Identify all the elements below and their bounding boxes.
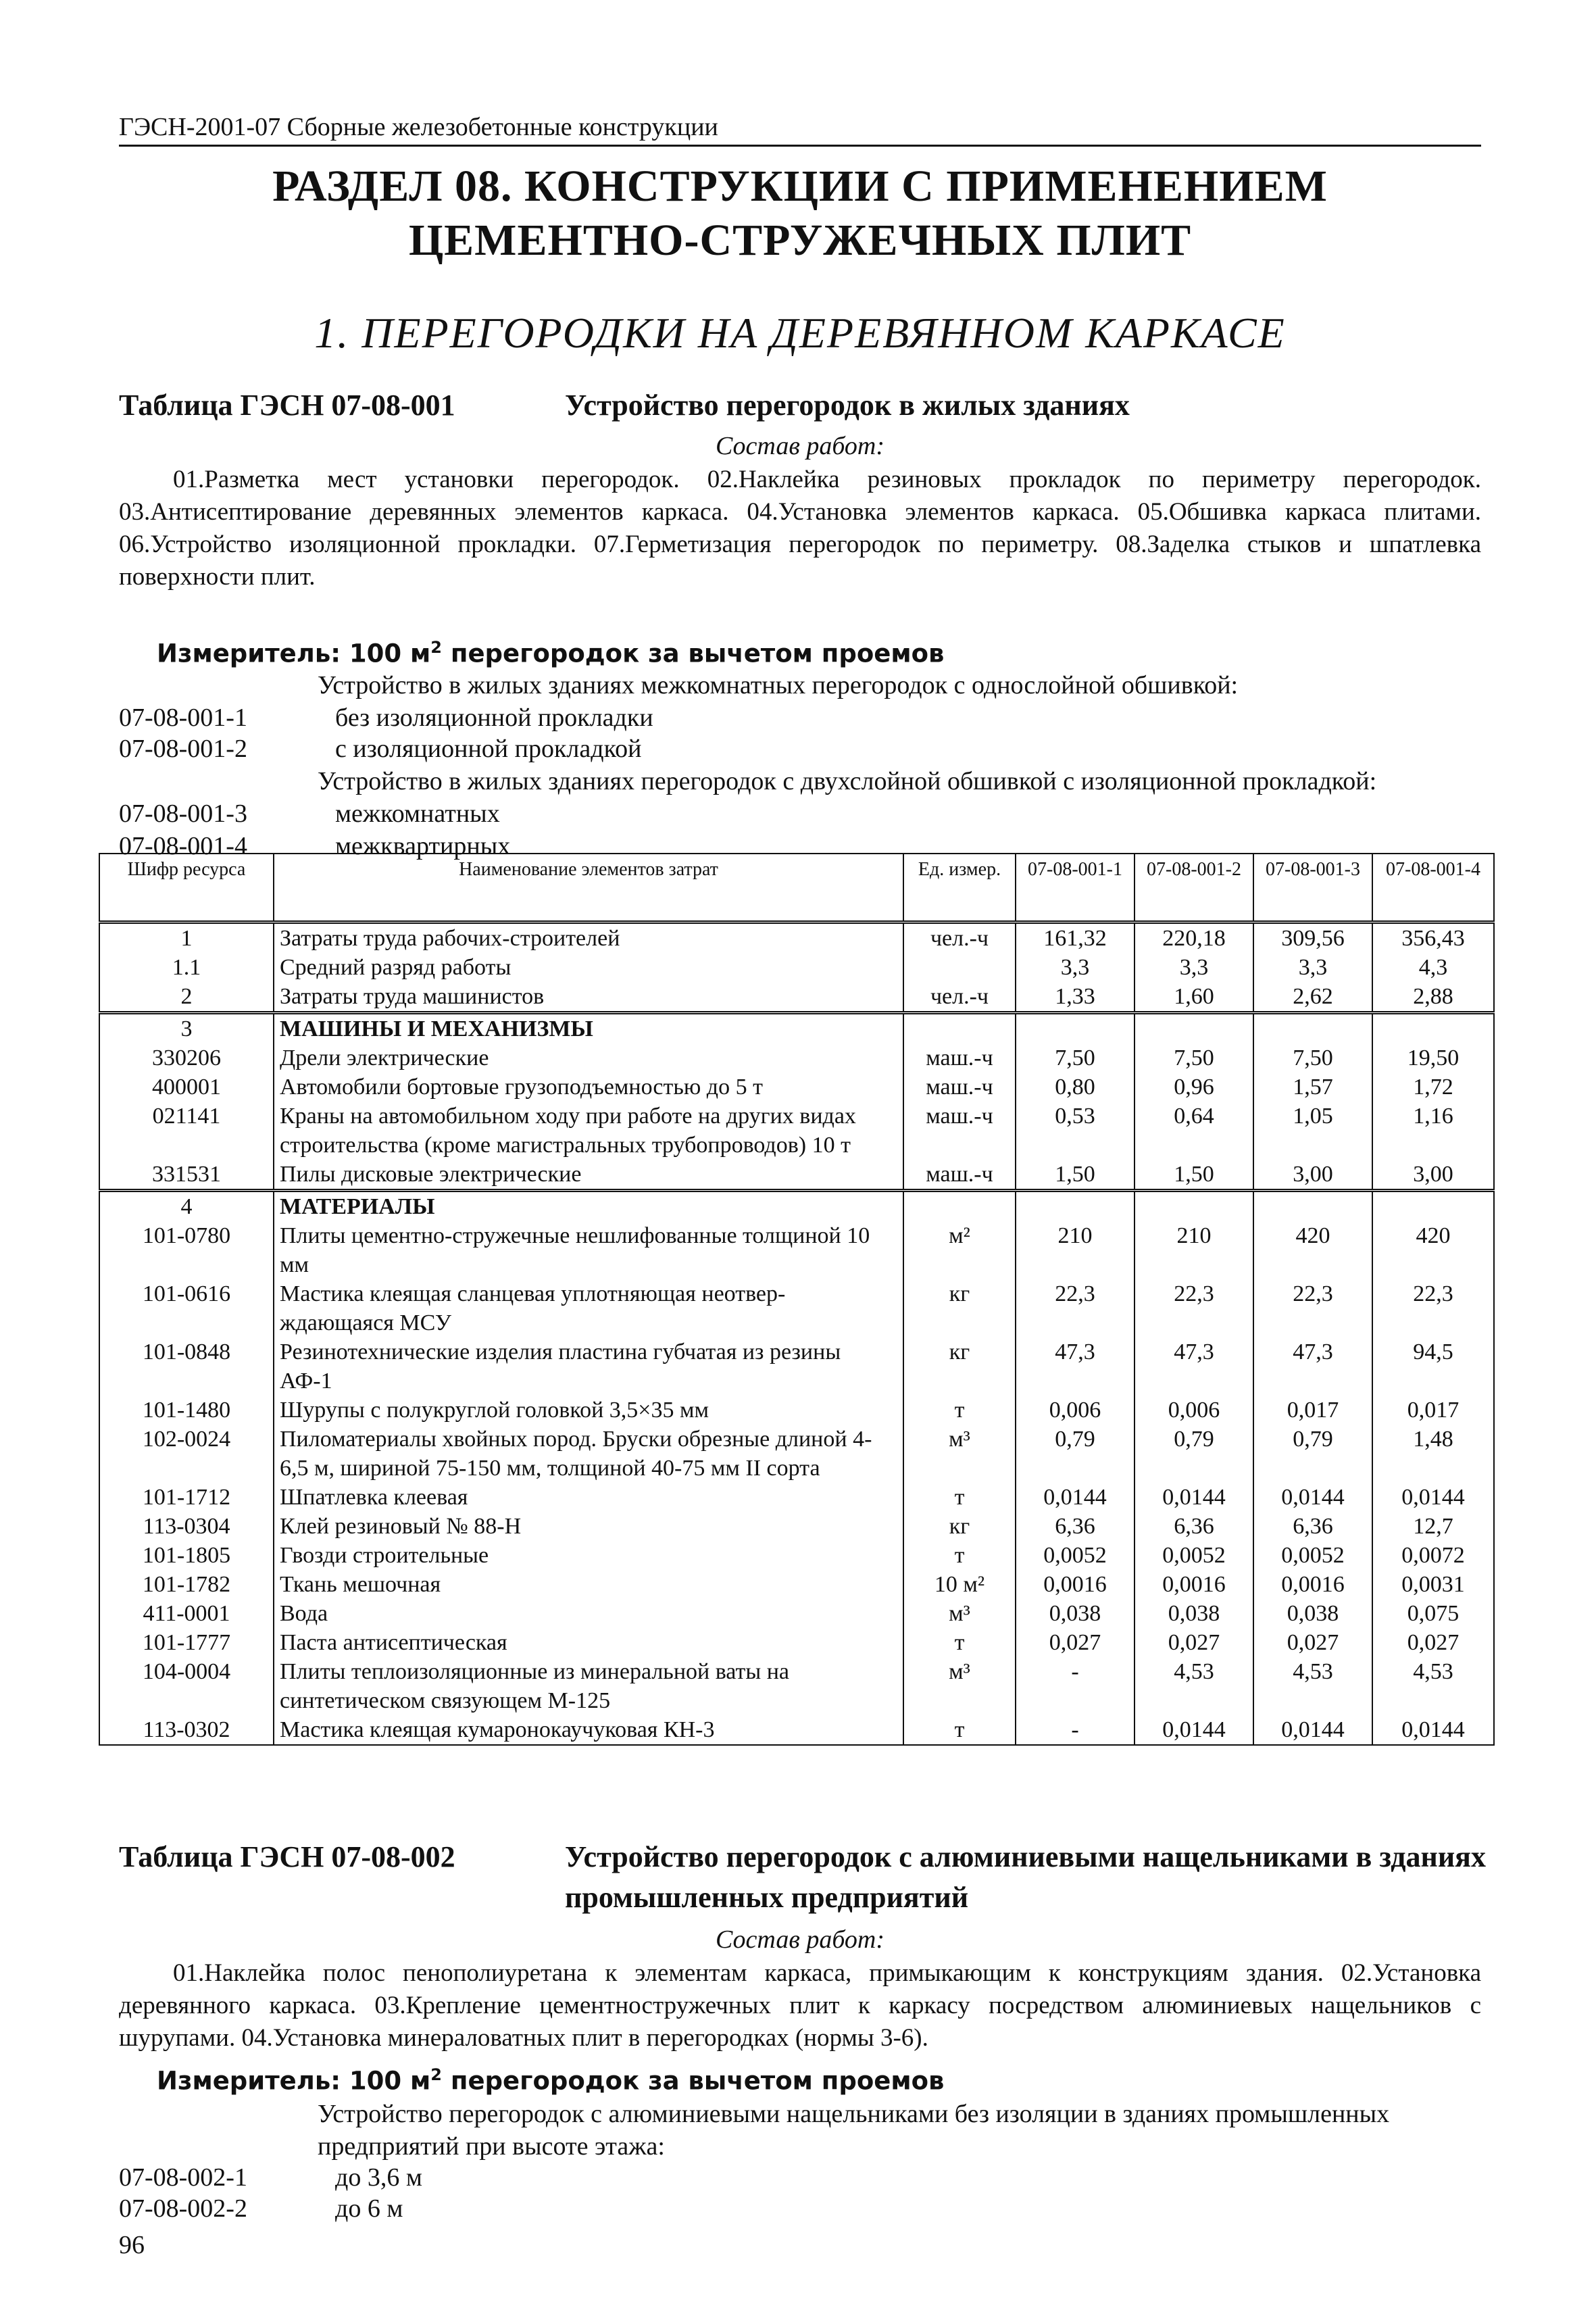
resource-code-cell: 101-0780: [99, 1221, 274, 1279]
table1-intro-1: Устройство в жилых зданиях межкомнатных перегородок с однослойной обшивкой:: [318, 671, 1239, 699]
norm-text: до 6 м: [335, 2194, 403, 2223]
unit-cell: чел.-ч: [903, 982, 1016, 1013]
value-cell: 22,3: [1134, 1279, 1253, 1337]
subsection-title: 1. ПЕРЕГОРОДКИ НА ДЕРЕВЯННОМ КАРКАСЕ: [314, 309, 1286, 357]
column-header: 07-08-001-3: [1253, 854, 1372, 922]
table2-composition-label: Состав работ:: [715, 1925, 885, 1954]
table1-name: Устройство перегородок в жилых зданиях: [565, 389, 1130, 422]
table-body: [99, 922, 1494, 1746]
value-cell: 47,3: [1016, 1337, 1134, 1396]
value-cell: 4,53: [1372, 1657, 1494, 1715]
table2-name: Устройство перегородок с алюминиевыми нащельниками в зданиях промышленных предприятий: [565, 1840, 1486, 1914]
value-cell: 0,006: [1134, 1396, 1253, 1425]
value-cell: 6,36: [1016, 1512, 1134, 1541]
value-cell: 6,36: [1253, 1512, 1372, 1541]
unit-cell: м³: [903, 1425, 1016, 1483]
resource-code-cell: 330206: [99, 1043, 274, 1073]
table-row: [99, 1425, 1494, 1483]
resource-code-cell: 331531: [99, 1160, 274, 1191]
value-cell: 0,79: [1134, 1425, 1253, 1483]
resource-code-cell: 2: [99, 982, 274, 1013]
value-cell: 309,56: [1253, 922, 1372, 954]
table2-code: Таблица ГЭСН 07-08-002: [119, 1840, 455, 1873]
resource-name-cell: МАТЕРИАЛЫ: [274, 1191, 903, 1222]
value-cell: 4,3: [1372, 953, 1494, 982]
resource-name-cell: Дрели электрические: [274, 1043, 903, 1073]
table-section-row: [99, 1013, 1494, 1044]
value-cell: 3,3: [1016, 953, 1134, 982]
unit-cell: т: [903, 1628, 1016, 1657]
value-cell: 3,3: [1253, 953, 1372, 982]
table1-code: Таблица ГЭСН 07-08-001: [119, 389, 455, 422]
value-cell: 6,36: [1134, 1512, 1253, 1541]
resource-name-cell: Затраты труда рабочих-строителей: [274, 922, 903, 954]
norm-code: 07-08-001-2: [119, 735, 247, 763]
table-row: [99, 1396, 1494, 1425]
column-header: Шифр ресурса: [99, 854, 274, 922]
resource-name-cell: Шпатлевка клеевая: [274, 1483, 903, 1512]
value-cell: 0,017: [1253, 1396, 1372, 1425]
table-section-row: [99, 1191, 1494, 1222]
resource-name-cell: Средний разряд работы: [274, 953, 903, 982]
table1-composition-label: Состав работ:: [715, 432, 885, 460]
value-cell: 0,0144: [1372, 1715, 1494, 1745]
section-title-line-2: ЦЕМЕНТНО-СТРУЖЕЧНЫХ ПЛИТ: [408, 216, 1192, 265]
resource-name-cell: Шурупы с полукруглой головкой 3,5×35 мм: [274, 1396, 903, 1425]
value-cell: 1,57: [1253, 1073, 1372, 1102]
table2-meter-prefix: Измеритель: 100 м: [157, 2066, 431, 2096]
value-cell: 0,0031: [1372, 1570, 1494, 1599]
value-cell: [1253, 1191, 1372, 1222]
table2-meter-sup: 2: [430, 2065, 442, 2084]
resource-name-cell: МАШИНЫ И МЕХАНИЗМЫ: [274, 1013, 903, 1044]
resource-name-cell: Вода: [274, 1599, 903, 1628]
value-cell: 1,05: [1253, 1102, 1372, 1160]
value-cell: 220,18: [1134, 922, 1253, 954]
table-row: [99, 1160, 1494, 1191]
value-cell: 7,50: [1134, 1043, 1253, 1073]
table-row: [99, 1628, 1494, 1657]
table2-intro: Устройство перегородок с алюминиевыми нащельниками без изоляции в зданиях промышленных предприятий при высоте этажа:: [318, 2100, 1390, 2161]
value-cell: 0,075: [1372, 1599, 1494, 1628]
value-cell: 0,0144: [1134, 1715, 1253, 1745]
table-row: [99, 1337, 1494, 1396]
table-row: [99, 1657, 1494, 1715]
value-cell: [1372, 1191, 1494, 1222]
resource-code-cell: 101-1712: [99, 1483, 274, 1512]
value-cell: -: [1016, 1657, 1134, 1715]
value-cell: 0,96: [1134, 1073, 1253, 1102]
norm-text: до 3,6 м: [335, 2163, 422, 2192]
norm-text: межкомнатных: [335, 799, 500, 828]
table-row: [99, 1043, 1494, 1073]
table2-works: 01.Наклейка полос пенополиуретана к элементам каркаса, примыкающим к конструкциям здания. 02.Установка деревянного каркаса. 03.Крепление цементностружечных плит к каркасу посредством алюминиевых нащельников с шурупами. 04.Установка минераловатных плит в перегородках (нормы 3-6).: [119, 1959, 1481, 2052]
norm-text: без изоляционной прокладки: [335, 704, 653, 732]
value-cell: 3,00: [1253, 1160, 1372, 1191]
value-cell: 0,0144: [1016, 1483, 1134, 1512]
table-row: [99, 1715, 1494, 1745]
value-cell: 420: [1253, 1221, 1372, 1279]
unit-cell: маш.-ч: [903, 1043, 1016, 1073]
resource-name-cell: Ткань мешочная: [274, 1570, 903, 1599]
table-row: [99, 1073, 1494, 1102]
value-cell: 210: [1016, 1221, 1134, 1279]
value-cell: [1253, 1013, 1372, 1044]
norm-text: с изоляционной прокладкой: [335, 735, 642, 763]
value-cell: 0,017: [1372, 1396, 1494, 1425]
resource-name-cell: Резинотехнические изделия пластина губчатая из резины АФ-1: [274, 1337, 903, 1396]
resource-code-cell: 400001: [99, 1073, 274, 1102]
unit-cell: [903, 1013, 1016, 1044]
resource-name-cell: Гвозди строительные: [274, 1541, 903, 1570]
resource-code-cell: 101-1805: [99, 1541, 274, 1570]
value-cell: 356,43: [1372, 922, 1494, 954]
unit-cell: [903, 953, 1016, 982]
unit-cell: т: [903, 1396, 1016, 1425]
value-cell: 0,027: [1134, 1628, 1253, 1657]
resource-name-cell: Плиты теплоизоляционные из минеральной ваты на синтетическом связующем М-125: [274, 1657, 903, 1715]
value-cell: 94,5: [1372, 1337, 1494, 1396]
value-cell: 0,0144: [1372, 1483, 1494, 1512]
resource-code-cell: 101-1782: [99, 1570, 274, 1599]
resource-code-cell: 101-0848: [99, 1337, 274, 1396]
norm-code: 07-08-001-1: [119, 704, 247, 732]
resource-code-cell: 1: [99, 922, 274, 954]
resource-code-cell: 113-0302: [99, 1715, 274, 1745]
value-cell: 2,88: [1372, 982, 1494, 1013]
value-cell: 22,3: [1016, 1279, 1134, 1337]
unit-cell: м³: [903, 1657, 1016, 1715]
resource-code-cell: 113-0304: [99, 1512, 274, 1541]
resource-name-cell: Пиломатериалы хвойных пород. Бруски обрезные длиной 4-6,5 м, шириной 75-150 мм, толщиной 40-75 мм II сорта: [274, 1425, 903, 1483]
value-cell: 19,50: [1372, 1043, 1494, 1073]
unit-cell: т: [903, 1483, 1016, 1512]
value-cell: 1,16: [1372, 1102, 1494, 1160]
value-cell: -: [1016, 1715, 1134, 1745]
value-cell: [1372, 1013, 1494, 1044]
resource-name-cell: Пилы дисковые электрические: [274, 1160, 903, 1191]
value-cell: 7,50: [1016, 1043, 1134, 1073]
resource-code-cell: 021141: [99, 1102, 274, 1160]
section-title: [119, 159, 1481, 268]
resource-code-cell: 101-1480: [99, 1396, 274, 1425]
table-row: [99, 1599, 1494, 1628]
resource-code-cell: 102-0024: [99, 1425, 274, 1483]
resource-name-cell: Автомобили бортовые грузоподъемностью до 5 т: [274, 1073, 903, 1102]
value-cell: 0,79: [1016, 1425, 1134, 1483]
value-cell: 0,038: [1253, 1599, 1372, 1628]
value-cell: 161,32: [1016, 922, 1134, 954]
value-cell: 0,0072: [1372, 1541, 1494, 1570]
running-header: ГЭСН-2001-07 Сборные железобетонные конструкции: [119, 112, 1481, 147]
column-header: Ед. измер.: [903, 854, 1016, 922]
resource-name-cell: Краны на автомобильном ходу при работе на других видах строительства (кроме магистральных трубопроводов) 10 т: [274, 1102, 903, 1160]
unit-cell: т: [903, 1541, 1016, 1570]
value-cell: 2,62: [1253, 982, 1372, 1013]
value-cell: 0,0016: [1134, 1570, 1253, 1599]
value-cell: 420: [1372, 1221, 1494, 1279]
table-row: [99, 922, 1494, 954]
value-cell: 0,53: [1016, 1102, 1134, 1160]
resource-name-cell: Клей резиновый № 88-Н: [274, 1512, 903, 1541]
value-cell: 0,027: [1016, 1628, 1134, 1657]
value-cell: [1016, 1013, 1134, 1044]
value-cell: 0,64: [1134, 1102, 1253, 1160]
value-cell: 0,0052: [1253, 1541, 1372, 1570]
table1-meter-suffix: перегородок за вычетом проемов: [442, 639, 945, 668]
unit-cell: [903, 1191, 1016, 1222]
resource-code-cell: 3: [99, 1013, 274, 1044]
resource-name-cell: Мастика клеящая сланцевая уплотняющая неотвер-ждающаяся МСУ: [274, 1279, 903, 1337]
table-row: [99, 1102, 1494, 1160]
value-cell: [1134, 1191, 1253, 1222]
norm-code: 07-08-002-1: [119, 2163, 247, 2192]
table-row: [99, 982, 1494, 1013]
table-row: [99, 953, 1494, 982]
resource-code-cell: 1.1: [99, 953, 274, 982]
unit-cell: кг: [903, 1512, 1016, 1541]
resource-name-cell: Затраты труда машинистов: [274, 982, 903, 1013]
unit-cell: маш.-ч: [903, 1160, 1016, 1191]
value-cell: 1,60: [1134, 982, 1253, 1013]
unit-cell: маш.-ч: [903, 1102, 1016, 1160]
unit-cell: кг: [903, 1279, 1016, 1337]
value-cell: [1016, 1191, 1134, 1222]
value-cell: 0,0052: [1016, 1541, 1134, 1570]
norm-code: 07-08-001-3: [119, 799, 247, 828]
table1-works: 01.Разметка мест установки перегородок. 02.Наклейка резиновых прокладок по периметру перегородок. 03.Антисептирование деревянных элементов каркаса. 04.Установка элементов каркаса. 05.Обшивка каркаса плитами. 06.Устройство изоляционной прокладки. 07.Герметизация перегородок по периметру. 08.Заделка стыков и шпатлевка поверхности плит.: [119, 466, 1481, 591]
value-cell: 0,0144: [1253, 1715, 1372, 1745]
value-cell: 1,48: [1372, 1425, 1494, 1483]
resource-name-cell: Мастика клеящая кумаронокаучуковая КН-3: [274, 1715, 903, 1745]
table-row: [99, 1221, 1494, 1279]
table-header-row: [99, 854, 1494, 922]
unit-cell: м²: [903, 1221, 1016, 1279]
value-cell: [1134, 1013, 1253, 1044]
norm-text: межквартирных: [335, 832, 511, 860]
value-cell: 22,3: [1372, 1279, 1494, 1337]
table1-intro-2: Устройство в жилых зданиях перегородок с двухслойной обшивкой с изоляционной прокладкой:: [318, 767, 1377, 795]
column-header: 07-08-001-2: [1134, 854, 1253, 922]
value-cell: 210: [1134, 1221, 1253, 1279]
norm-code: 07-08-001-4: [119, 832, 247, 860]
value-cell: 0,0144: [1253, 1483, 1372, 1512]
value-cell: 47,3: [1134, 1337, 1253, 1396]
norm-code: 07-08-002-2: [119, 2194, 247, 2223]
resource-code-cell: 4: [99, 1191, 274, 1222]
value-cell: 0,0052: [1134, 1541, 1253, 1570]
value-cell: 3,00: [1372, 1160, 1494, 1191]
value-cell: 0,0016: [1016, 1570, 1134, 1599]
value-cell: 0,0016: [1253, 1570, 1372, 1599]
resource-code-cell: 101-1777: [99, 1628, 274, 1657]
column-header: 07-08-001-4: [1372, 854, 1494, 922]
unit-cell: маш.-ч: [903, 1073, 1016, 1102]
value-cell: 0,038: [1016, 1599, 1134, 1628]
resource-cost-table: [99, 853, 1495, 1746]
value-cell: 12,7: [1372, 1512, 1494, 1541]
resource-name-cell: Плиты цементно-стружечные нешлифованные толщиной 10 мм: [274, 1221, 903, 1279]
value-cell: 0,038: [1134, 1599, 1253, 1628]
value-cell: 1,50: [1016, 1160, 1134, 1191]
value-cell: 0,027: [1253, 1628, 1372, 1657]
resource-code-cell: 101-0616: [99, 1279, 274, 1337]
resource-code-cell: 104-0004: [99, 1657, 274, 1715]
table1-meter-sup: 2: [430, 638, 442, 657]
table-row: [99, 1541, 1494, 1570]
value-cell: 22,3: [1253, 1279, 1372, 1337]
value-cell: 0,006: [1016, 1396, 1134, 1425]
table-row: [99, 1279, 1494, 1337]
table1-meter-prefix: Измеритель: 100 м: [157, 639, 431, 668]
value-cell: 47,3: [1253, 1337, 1372, 1396]
table-row: [99, 1512, 1494, 1541]
value-cell: 1,72: [1372, 1073, 1494, 1102]
unit-cell: м³: [903, 1599, 1016, 1628]
table2-meter-suffix: перегородок за вычетом проемов: [442, 2066, 945, 2096]
value-cell: 0,79: [1253, 1425, 1372, 1483]
value-cell: 4,53: [1134, 1657, 1253, 1715]
value-cell: 7,50: [1253, 1043, 1372, 1073]
table-row: [99, 1483, 1494, 1512]
value-cell: 0,027: [1372, 1628, 1494, 1657]
column-header: 07-08-001-1: [1016, 854, 1134, 922]
unit-cell: т: [903, 1715, 1016, 1745]
unit-cell: кг: [903, 1337, 1016, 1396]
table1-meter: [157, 638, 944, 668]
value-cell: 3,3: [1134, 953, 1253, 982]
value-cell: 1,50: [1134, 1160, 1253, 1191]
section-title-line-1: РАЗДЕЛ 08. КОНСТРУКЦИИ С ПРИМЕНЕНИЕМ: [272, 162, 1328, 211]
unit-cell: чел.-ч: [903, 922, 1016, 954]
value-cell: 4,53: [1253, 1657, 1372, 1715]
value-cell: 0,0144: [1134, 1483, 1253, 1512]
resource-code-cell: 411-0001: [99, 1599, 274, 1628]
column-header: Наименование элементов затрат: [274, 854, 903, 922]
unit-cell: 10 м²: [903, 1570, 1016, 1599]
table2-meter: [157, 2065, 944, 2095]
resource-name-cell: Паста антисептическая: [274, 1628, 903, 1657]
page-number: 96: [119, 2231, 145, 2259]
value-cell: 1,33: [1016, 982, 1134, 1013]
table-row: [99, 1570, 1494, 1599]
value-cell: 0,80: [1016, 1073, 1134, 1102]
